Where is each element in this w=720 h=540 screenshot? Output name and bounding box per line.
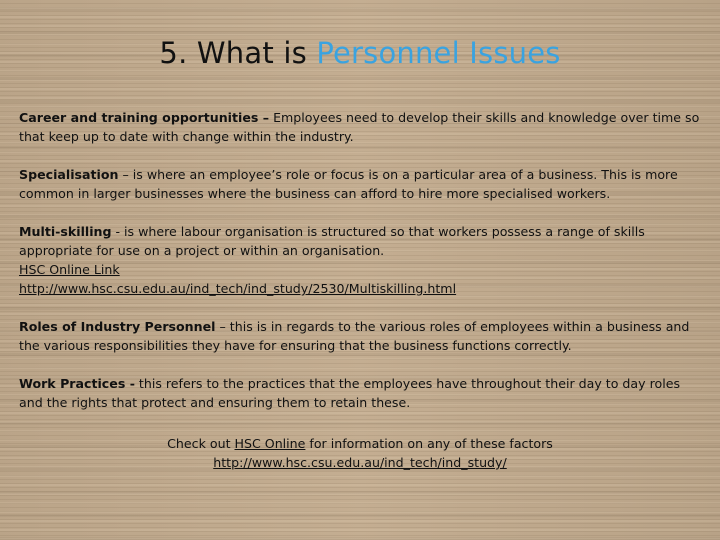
footer-line (0, 434, 720, 453)
title-prefix: 5. What is (159, 36, 317, 70)
footer (0, 434, 720, 472)
term-specialisation: Specialisation (19, 167, 119, 182)
footer-url-link[interactable]: http://www.hsc.csu.edu.au/ind_tech/ind_study/ (213, 455, 507, 470)
text-practices: this refers to the practices that the employees have throughout their day to day roles and the rights that protect and ensuring them to retain these. (19, 376, 681, 410)
term-roles: Roles of Industry Personnel (19, 319, 216, 334)
text-career: Employees need to develop their skills and knowledge over time so that keep up to date with change within the industry. (19, 110, 700, 144)
text-specialisation: – is where an employee’s role or focus is on a particular area of a business. This is more common in larger businesses where the business can afford to hire more specialised workers. (19, 167, 678, 201)
paragraph-career (19, 108, 703, 146)
paragraph-practices (19, 374, 703, 412)
footer-suffix: for information on any of these factors (305, 436, 553, 451)
multiskilling-url-link[interactable]: http://www.hsc.csu.edu.au/ind_tech/ind_study/2530/Multiskilling.html (19, 281, 457, 296)
footer-prefix: Check out (167, 436, 235, 451)
hsc-online-link[interactable]: HSC Online Link (19, 262, 120, 277)
term-practices: Work Practices - (19, 376, 135, 391)
paragraph-multiskilling (19, 222, 703, 298)
title-accent: Personnel Issues (316, 36, 561, 70)
paragraph-roles (19, 317, 703, 355)
paragraph-specialisation (19, 165, 703, 203)
content-body (19, 108, 703, 431)
text-multiskilling: - is where labour organisation is structured so that workers possess a range of skills appropriate for use on a project or within an organisation. (19, 224, 645, 258)
term-career: Career and training opportunities – (19, 110, 270, 125)
term-multiskilling: Multi-skilling (19, 224, 112, 239)
slide-title (0, 36, 720, 70)
footer-hsc-online-link[interactable]: HSC Online (234, 436, 306, 451)
text-roles: – this is in regards to the various roles of employees within a business and the various responsibilities they have for ensuring that the business functions correctly. (19, 319, 690, 353)
